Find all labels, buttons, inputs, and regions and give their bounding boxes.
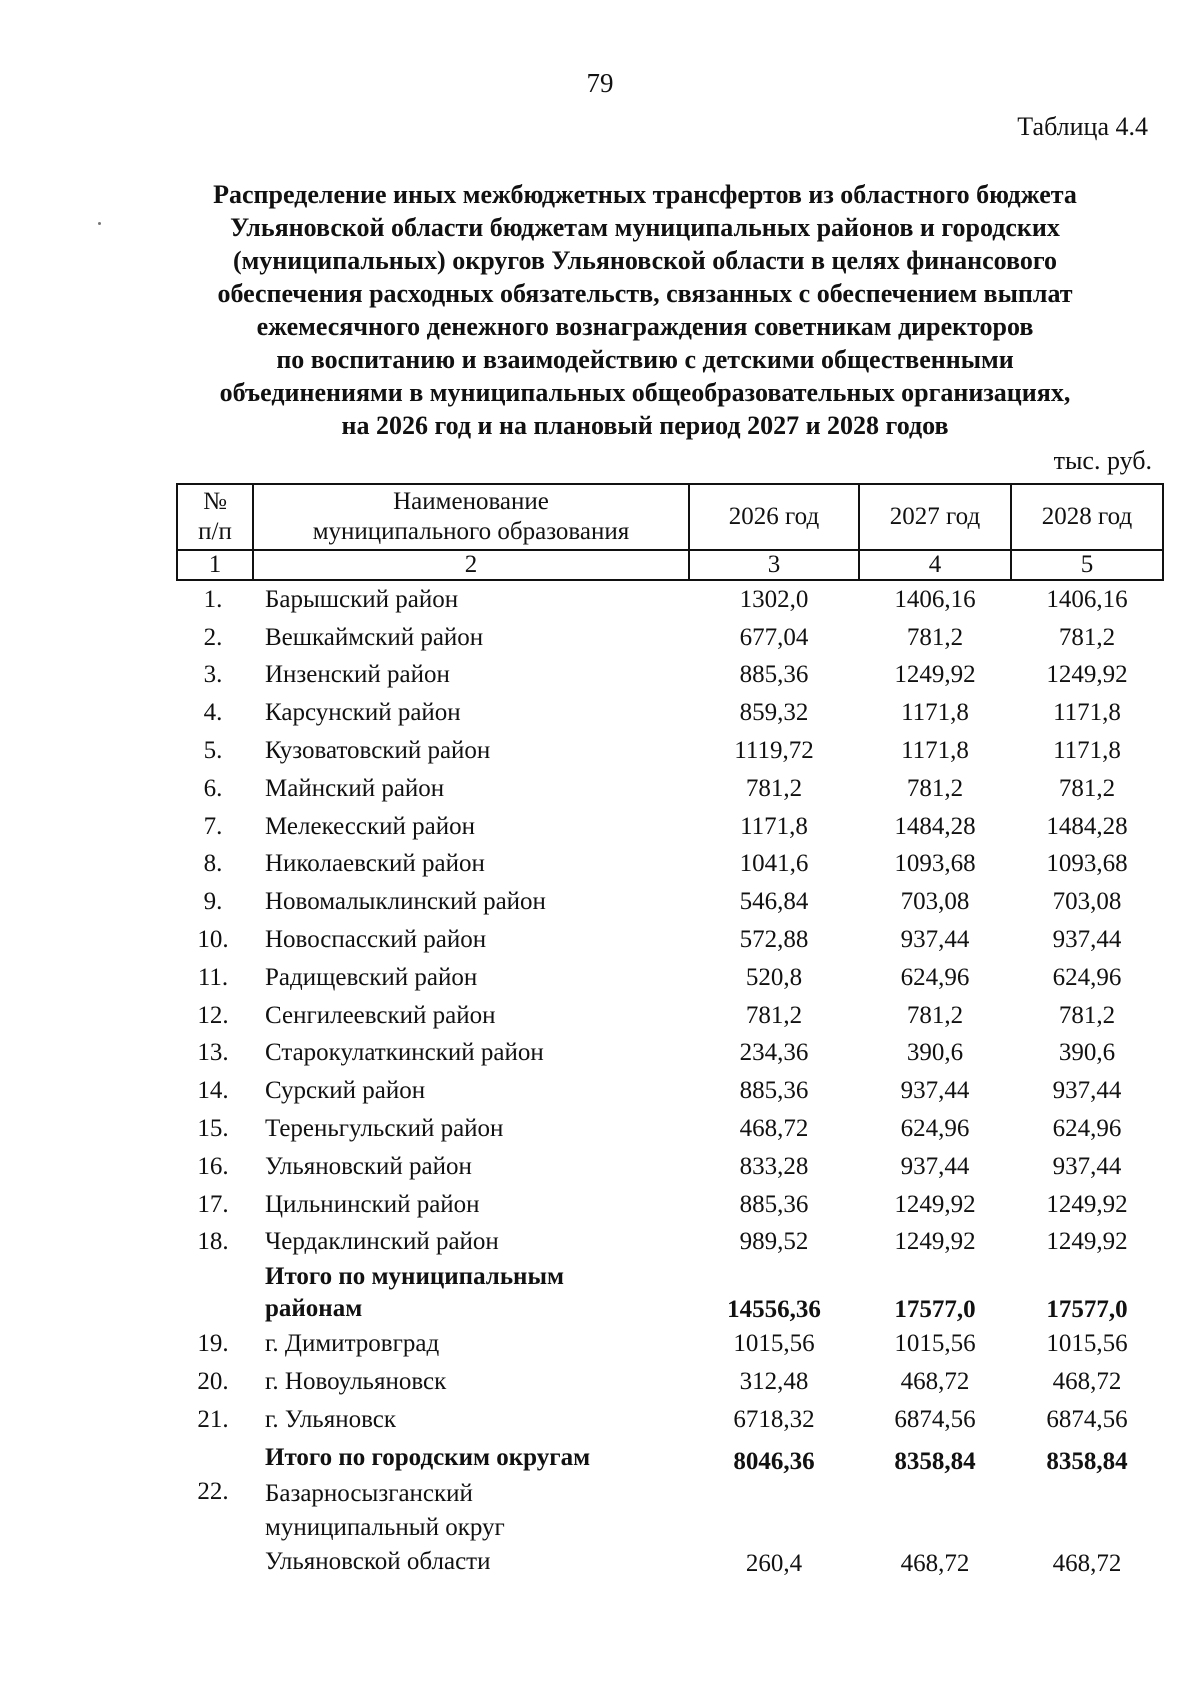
row-name: Майнский район [265,774,445,802]
row-name: Кузоватовский район [265,737,491,765]
value-2027: 6874,56 [894,1405,976,1433]
table-title [140,178,1150,442]
row-number: 18. [197,1228,229,1256]
value-2026: 989,52 [739,1228,809,1256]
header-row [177,484,1163,550]
table-body [177,580,1163,1579]
row-number: 1. [203,585,223,613]
title-line: (муниципальных) округов Ульяновской области в целях финансового [232,246,1058,275]
value-2027: 624,96 [900,1115,970,1143]
row-number: 2. [203,623,223,651]
value-2028: 1484,28 [1046,812,1128,840]
value-2027: 468,72 [900,1368,970,1396]
table-row [177,997,1163,1035]
value-2026: 234,36 [739,1039,809,1067]
row-name: Инзенский район [265,661,450,689]
column-index: 4 [859,550,1011,580]
title-line: обеспечения расходных обязательств, связанных с обеспечением выплат [217,279,1073,308]
row-number: 16. [197,1152,229,1180]
value-2028: 390,6 [1058,1039,1116,1067]
value-2026: 1119,72 [734,737,814,765]
value-2027: 937,44 [900,926,970,954]
value-2028: 1171,8 [1053,699,1121,727]
value-2027: 1406,16 [894,585,976,613]
row-number: 13. [197,1039,229,1067]
value-2028: 703,08 [1052,888,1122,916]
row-number: 12. [197,1001,229,1029]
header-2026: 2026 год [689,484,859,550]
row-name: Новоспасский район [265,926,487,954]
value-2027: 468,72 [900,1549,970,1577]
row-name: Вешкаймский район [265,623,484,651]
row-name: Карсунский район [265,699,461,727]
value-2028: 468,72 [1052,1368,1122,1396]
value-2026: 885,36 [739,661,809,689]
table-row [177,921,1163,959]
total-2028: 17577,0 [1046,1296,1128,1324]
value-2026: 1015,56 [733,1330,815,1358]
value-2028: 937,44 [1052,1077,1122,1105]
value-2028: 781,2 [1058,774,1116,802]
value-2028: 1015,56 [1046,1330,1128,1358]
value-2026: 6718,32 [733,1405,815,1433]
table-row [177,1325,1163,1363]
value-2027: 624,96 [900,963,970,991]
table-label: Таблица 4.4 [1017,112,1148,141]
value-2027: 1249,92 [894,1190,976,1218]
row-number: 20. [197,1368,229,1396]
title-line: по воспитанию и взаимодействию с детскими общественными [276,345,1014,374]
value-2026: 1171,8 [740,812,808,840]
value-2027: 1015,56 [894,1330,976,1358]
value-2027: 781,2 [906,1001,964,1029]
row-number: 21. [197,1405,229,1433]
row-number: 17. [197,1190,229,1218]
total-cities-label: Итого по городским округам [265,1443,591,1471]
value-2028: 624,96 [1052,963,1122,991]
table-row [177,1186,1163,1224]
column-index: 3 [689,550,859,580]
row-name: Тереньгульский район [265,1115,504,1143]
row-name: Цильнинский район [265,1190,480,1218]
row-name: г. Новоульяновск [265,1368,447,1396]
value-2027: 1249,92 [894,1228,976,1256]
table-row [177,1110,1163,1148]
value-2028: 468,72 [1052,1549,1122,1577]
row-number: 19. [197,1330,229,1358]
row-number: 14. [197,1077,229,1105]
table-row [177,808,1163,846]
row-number: 15. [197,1115,229,1143]
total-2027: 17577,0 [894,1296,976,1324]
row-number: 7. [203,812,223,840]
transfers-table [176,483,1164,1579]
column-index: 1 [177,550,253,580]
table-row [177,1072,1163,1110]
table-row [177,1035,1163,1073]
row-name: Базарносызганский муниципальный округ Ульяновской области [265,1479,505,1575]
value-2027: 390,6 [906,1039,964,1067]
value-2028: 1249,92 [1046,661,1128,689]
row-number: 9. [203,888,223,916]
column-index: 5 [1011,550,1163,580]
total-2026: 14556,36 [727,1296,821,1324]
total-2027: 8358,84 [894,1447,976,1475]
value-2026: 781,2 [745,1001,803,1029]
row-name: Мелекесский район [265,812,476,840]
value-2026: 677,04 [739,623,809,651]
value-2026: 520,8 [745,963,803,991]
value-2026: 312,48 [739,1368,809,1396]
value-2026: 859,32 [739,699,809,727]
row-number: 8. [203,850,223,878]
row-number: 5. [203,737,223,765]
value-2028: 937,44 [1052,1152,1122,1180]
row-number: 6. [203,774,223,802]
title-line: Ульяновской области бюджетам муниципальных районов и городских [230,213,1060,242]
row-name: Николаевский район [265,850,485,878]
row-number [177,1261,253,1325]
table-row [177,846,1163,884]
value-2026: 885,36 [739,1190,809,1218]
table-row [177,732,1163,770]
table-row [177,619,1163,657]
row-number: 11. [197,963,229,991]
table-row [177,580,1163,619]
table-row [177,1401,1163,1439]
total-2028: 8358,84 [1046,1447,1128,1475]
column-index-row [177,550,1163,580]
value-2028: 624,96 [1052,1115,1122,1143]
value-2028: 1406,16 [1046,585,1128,613]
total-districts-label: Итого по муниципальным районам [265,1263,564,1323]
table-row [177,883,1163,921]
header-name: Наименование муниципального образования [253,484,689,550]
value-2027: 1484,28 [894,812,976,840]
value-2028: 6874,56 [1046,1405,1128,1433]
total-2026: 8046,36 [733,1447,815,1475]
value-2027: 1093,68 [894,850,976,878]
table-row [177,1224,1163,1262]
table-row [177,657,1163,695]
title-line: ежемесячного денежного вознаграждения советникам директоров [256,312,1034,341]
scan-speck [98,222,101,225]
title-line: на 2026 год и на плановый период 2027 и 2028 годов [341,411,949,440]
row-name: Барышский район [265,585,459,613]
value-2026: 1041,6 [739,850,809,878]
value-2027: 1171,8 [901,699,969,727]
value-2026: 885,36 [739,1077,809,1105]
total-districts-row [177,1261,1163,1325]
table-row [177,1363,1163,1401]
value-2028: 1249,92 [1046,1190,1128,1218]
row-number: 22. [197,1477,229,1505]
value-2026: 781,2 [745,774,803,802]
value-2028: 1249,92 [1046,1228,1128,1256]
value-2028: 781,2 [1058,623,1116,651]
page-number: 79 [586,68,614,98]
row-number: 3. [203,661,223,689]
header-2028: 2028 год [1011,484,1163,550]
row-name: Сурский район [265,1077,426,1105]
value-2027: 703,08 [900,888,970,916]
value-2026: 572,88 [739,926,809,954]
table-row [177,959,1163,997]
value-2028: 1171,8 [1053,737,1121,765]
table-row [177,1477,1163,1579]
value-2026: 833,28 [739,1152,809,1180]
units-label: тыс. руб. [1053,446,1152,475]
table-row [177,1148,1163,1186]
value-2027: 1171,8 [901,737,969,765]
row-name: г. Ульяновск [265,1405,396,1433]
title-line: Распределение иных межбюджетных трансфертов из областного бюджета [213,180,1077,209]
row-number [177,1439,253,1477]
row-name: Чердаклинский район [265,1228,499,1256]
value-2028: 1093,68 [1046,850,1128,878]
value-2027: 781,2 [906,774,964,802]
row-name: Сенгилеевский район [265,1001,496,1029]
value-2026: 1302,0 [739,585,809,613]
value-2028: 781,2 [1058,1001,1116,1029]
value-2026: 260,4 [745,1549,803,1577]
row-number: 4. [203,699,223,727]
row-name: Новомалыклинский район [265,888,546,916]
row-name: Старокулаткинский район [265,1039,544,1067]
column-index: 2 [253,550,689,580]
value-2027: 937,44 [900,1152,970,1180]
value-2028: 937,44 [1052,926,1122,954]
value-2027: 781,2 [906,623,964,651]
row-number: 10. [197,926,229,954]
value-2027: 1249,92 [894,661,976,689]
total-cities-row [177,1439,1163,1477]
title-line: объединениями в муниципальных общеобразовательных организациях, [219,378,1071,407]
row-name: Ульяновский район [265,1152,472,1180]
table-row [177,770,1163,808]
row-name: г. Димитровград [265,1330,440,1358]
value-2027: 937,44 [900,1077,970,1105]
header-num: № п/п [177,484,253,550]
value-2026: 468,72 [739,1115,809,1143]
row-name: Радищевский район [265,963,478,991]
table-row [177,694,1163,732]
value-2026: 546,84 [739,888,809,916]
header-2027: 2027 год [859,484,1011,550]
